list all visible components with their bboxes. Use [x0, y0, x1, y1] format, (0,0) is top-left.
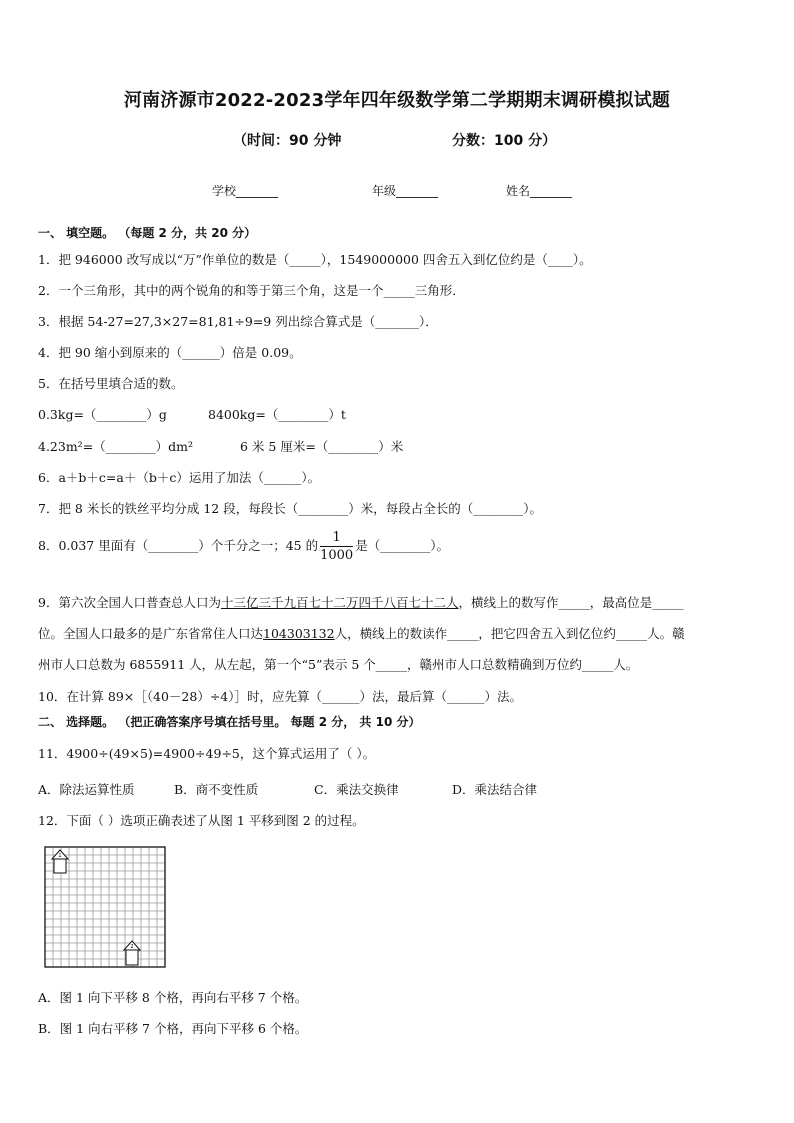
question-10: 10．在计算 89×［（40－28）÷4）］时，应先算（______）法，最后算（______）法。 [38, 689, 522, 704]
school-field: 学校_______ [212, 184, 279, 198]
question-9-text: 人，横线上的数读作_____，把它四舍五入到亿位约_____人。赣 [334, 626, 685, 641]
figure-1-house [52, 850, 68, 873]
question-7: 7．把 8 米长的铁丝平均分成 12 段，每段长（________）米，每段占全长的（________）。 [38, 501, 542, 516]
question-9-underlined: 十三亿三千九百七十二万四千八百七十二人 [220, 595, 459, 610]
fraction-denominator: 1000 [320, 548, 354, 563]
section-2-heading: 二、 选择题。 （把正确答案序号填在括号里。 每题 2 分， 共 10 分） [38, 715, 421, 729]
fraction [320, 530, 353, 563]
fraction-numerator: 1 [320, 530, 353, 547]
name-field: 姓名_______ [506, 184, 573, 198]
question-9-line-3: 州市人口总数为 6855911 人，从左起，第一个“5”表示 5 个_____，赣州市人口总数精确到万位约_____人。 [38, 657, 639, 672]
question-2: 2．一个三角形，其中的两个锐角的和等于第三个角，这是一个_____三角形． [38, 283, 465, 298]
question-9-underlined: 104303132 [263, 626, 335, 641]
question-5c: 4.23m²=（________）dm² [38, 439, 194, 454]
question-5d: 6 米 5 厘米=（________）米 [240, 439, 404, 454]
question-9-line-2 [38, 624, 685, 642]
question-9-text: ，横线上的数写作_____，最高位是_____ [458, 595, 684, 610]
question-11: 11．4900÷(49×5)=4900÷49÷5，这个算式运用了（ ）。 [38, 746, 376, 761]
question-5b: 8400kg=（________）t [208, 407, 346, 422]
question-6: 6．a＋b＋c=a＋（b＋c）运用了加法（______）。 [38, 470, 321, 485]
question-3: 3．根据 54-27=27,3×27=81,81÷9=9 列出综合算式是（_______）． [38, 314, 438, 329]
question-12: 12．下面（ ）选项正确表述了从图 1 平移到图 2 的过程。 [38, 813, 365, 828]
question-11-option-c: C．乘法交换律 [314, 782, 399, 797]
question-12-option-a: A．图 1 向下平移 8 个格，再向右平移 7 个格。 [38, 990, 308, 1005]
question-9-text: 9．第六次全国人口普查总人口为 [38, 595, 221, 610]
question-5: 5．在括号里填合适的数。 [38, 376, 184, 391]
question-9-line-1 [38, 593, 684, 611]
figure-2-label: 2 [130, 944, 134, 950]
section-1-heading: 一、 填空题。 （每题 2 分，共 20 分） [38, 226, 257, 240]
exam-time: （时间：90 分钟 [233, 133, 342, 149]
figure-1-label: 1 [58, 853, 62, 859]
figure-2-house [124, 941, 140, 965]
grade-field: 年级_______ [372, 184, 439, 198]
question-9-text: 位。全国人口最多的是广东省常住人口达 [38, 626, 264, 641]
question-12-option-b: B．图 1 向右平移 7 个格，再向下平移 6 个格。 [38, 1021, 308, 1036]
exam-score: 分数：100 分） [452, 133, 557, 149]
question-11-option-d: D．乘法结合律 [452, 782, 538, 797]
question-8 [38, 530, 449, 563]
question-4: 4．把 90 缩小到原来的（______）倍是 0.09。 [38, 345, 302, 360]
exam-title: 河南济源市2022-2023学年四年级数学第二学期期末调研模拟试题 [123, 90, 671, 111]
translation-grid-figure [44, 846, 168, 970]
question-8-text-a: 8．0.037 里面有（________）个千分之一；45 的 [38, 538, 319, 553]
question-11-option-b: B．商不变性质 [174, 782, 259, 797]
question-5a: 0.3kg=（________）g [38, 407, 167, 422]
question-11-option-a: A．除法运算性质 [38, 782, 135, 797]
question-8-text-b: 是（________）。 [355, 538, 449, 553]
question-1: 1．把 946000 改写成以“万”作单位的数是（_____），1549000000 四舍五入到亿位约是（____）。 [38, 252, 592, 267]
